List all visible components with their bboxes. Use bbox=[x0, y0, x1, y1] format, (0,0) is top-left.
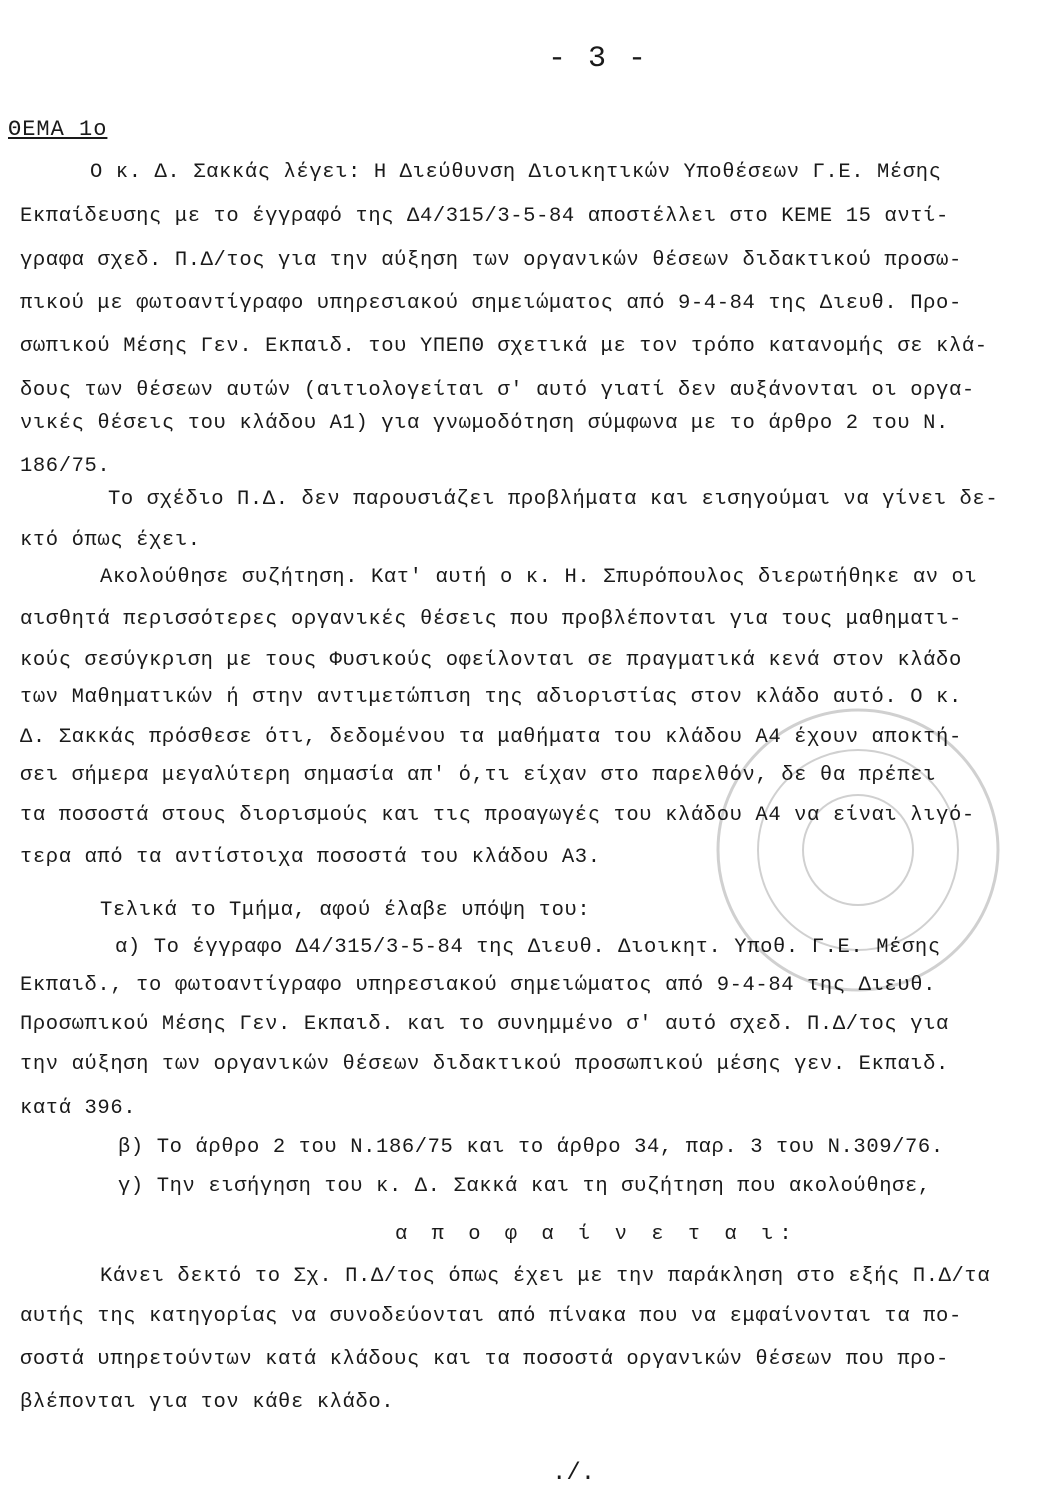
text-line: γραφα σχεδ. Π.Δ/τος για την αύξηση των οργανικών θέσεων διδακτικού προσω- bbox=[20, 249, 962, 272]
seal-graphic bbox=[708, 700, 1008, 1000]
text-line: σωπικού Μέσης Γεν. Εκπαιδ. του ΥΠΕΠΘ σχετικά με τον τρόπο κατανομής σε κλά- bbox=[20, 335, 988, 358]
decision-heading: α π ο φ α ί ν ε τ α ι: bbox=[395, 1223, 798, 1246]
seal-outer-ring bbox=[718, 710, 998, 990]
text-line: β) Το άρθρο 2 του Ν.186/75 και το άρθρο 34, παρ. 3 του Ν.309/76. bbox=[118, 1136, 944, 1159]
seal-inner-ring bbox=[758, 750, 958, 950]
text-line: τα ποσοστά στους διορισμούς και τις προαγωγές του κλάδου Α4 να είναι λιγό- bbox=[20, 804, 975, 827]
text-line: Ο κ. Δ. Σακκάς λέγει: Η Διεύθυνση Διοικητικών Υποθέσεων Γ.Ε. Μέσης bbox=[90, 161, 942, 184]
text-line: κούς σεσύγκριση με τους Φυσικούς οφείλονται σε πραγματικά κενά στον κλάδο bbox=[20, 649, 962, 672]
official-seal-icon bbox=[708, 700, 1008, 1000]
text-line: δους των θέσεων αυτών (αιτιολογείται σ' αυτό γιατί δεν αυξάνονται οι οργα- bbox=[20, 379, 975, 402]
end-mark: ./. bbox=[552, 1460, 596, 1487]
section-title: ΘΕΜΑ 1ο bbox=[8, 117, 108, 142]
text-line: Δ. Σακκάς πρόσθεσε ότι, δεδομένου τα μαθήματα του κλάδου Α4 έχουν αποκτή- bbox=[20, 726, 962, 749]
text-line: αυτής της κατηγορίας να συνοδεύονται από πίνακα που να εμφαίνονται τα πο- bbox=[20, 1305, 962, 1328]
text-line: την αύξηση των οργανικών θέσεων διδακτικού προσωπικού μέσης γεν. Εκπαιδ. bbox=[20, 1053, 949, 1076]
page-number: - 3 - bbox=[548, 42, 649, 76]
text-line: Ακολούθησε συζήτηση. Κατ' αυτή ο κ. Η. Σπυρόπουλος διερωτήθηκε αν οι bbox=[100, 566, 978, 589]
text-line: Τελικά το Τμήμα, αφού έλαβε υπόψη του: bbox=[100, 899, 591, 922]
text-line: των Μαθηματικών ή στην αντιμετώπιση της αδιοριστίας στον κλάδο αυτό. Ο κ. bbox=[20, 686, 962, 709]
text-line: νικές θέσεις του κλάδου Α1) για γνωμοδότηση σύμφωνα με το άρθρο 2 του Ν. bbox=[20, 412, 949, 435]
seal-emblem bbox=[803, 795, 913, 905]
text-line: Εκπαίδευσης με το έγγραφό της Δ4/315/3-5-84 αποστέλλει στο ΚΕΜΕ 15 αντί- bbox=[20, 205, 949, 228]
text-line: Το σχέδιο Π.Δ. δεν παρουσιάζει προβλήματα και εισηγούμαι να γίνει δε- bbox=[108, 488, 999, 511]
text-line: σει σήμερα μεγαλύτερη σημασία απ' ό,τι είχαν στο παρελθόν, δε θα πρέπει bbox=[20, 764, 937, 787]
text-line: α) Το έγγραφο Δ4/315/3-5-84 της Διευθ. Διοικητ. Υποθ. Γ.Ε. Μέσης bbox=[115, 936, 941, 959]
text-line: Εκπαιδ., το φωτοαντίγραφο υπηρεσιακού σημειώματος από 9-4-84 της Διευθ. bbox=[20, 974, 937, 997]
text-line: πικού με φωτοαντίγραφο υπηρεσιακού σημειώματος από 9-4-84 της Διευθ. Προ- bbox=[20, 292, 962, 315]
text-line: Προσωπικού Μέσης Γεν. Εκπαιδ. και το συνημμένο σ' αυτό σχεδ. Π.Δ/τος για bbox=[20, 1013, 949, 1036]
text-line: τερα από τα αντίστοιχα ποσοστά του κλάδου Α3. bbox=[20, 846, 601, 869]
text-line: κατά 396. bbox=[20, 1097, 137, 1120]
text-line: γ) Την εισήγηση του κ. Δ. Σακκά και τη συζήτηση που ακολούθησε, bbox=[118, 1175, 931, 1198]
text-line: 186/75. bbox=[20, 455, 111, 478]
text-line: κτό όπως έχει. bbox=[20, 529, 201, 552]
text-line: Κάνει δεκτό το Σχ. Π.Δ/τος όπως έχει με την παράκληση στο εξής Π.Δ/τα bbox=[100, 1265, 991, 1288]
text-line: σοστά υπηρετούντων κατά κλάδους και τα ποσοστά οργανικών θέσεων που προ- bbox=[20, 1348, 949, 1371]
text-line: βλέπονται για τον κάθε κλάδο. bbox=[20, 1391, 395, 1414]
text-line: αισθητά περισσότερες οργανικές θέσεις που προβλέπονται για τους μαθηματι- bbox=[20, 608, 962, 631]
